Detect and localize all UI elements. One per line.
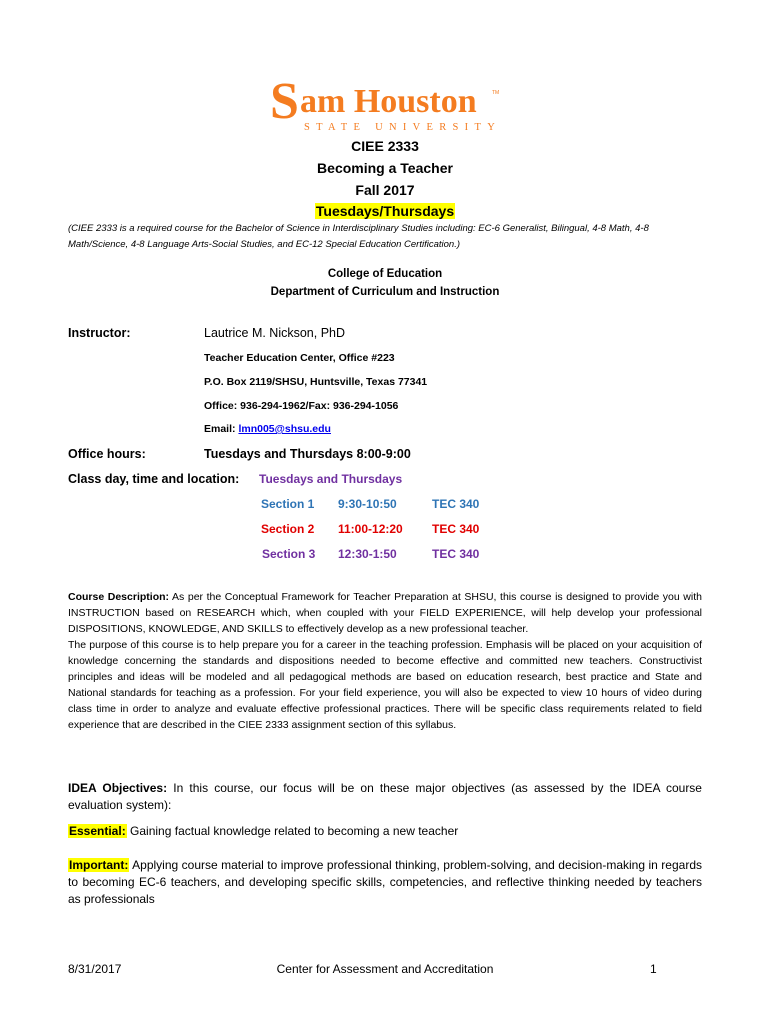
course-title: Becoming a Teacher bbox=[317, 160, 453, 176]
section-1-name: Section 1 bbox=[261, 497, 315, 511]
footer-date: 8/31/2017 bbox=[68, 962, 122, 976]
department-name: Department of Curriculum and Instruction bbox=[270, 286, 500, 298]
svg-text:S: S bbox=[270, 78, 299, 130]
instructor-name: Lautrice M. Nickson, PhD bbox=[204, 326, 346, 340]
logo-tm: TM bbox=[492, 90, 500, 96]
course-description-text-2: The purpose of this course is to help prepare you for a career in the teaching profession. Emphasis will be placed on your acquisition of knowledge concerning the standards and dispositions needed to become effective and committed new teachers. Constructivist principles and ideas will be modeled and all pedagogical methods are based on education research, best practice and State and National standards for teaching as a profession. For your field experience, you will also be expected to view 10 hours of video during class time in order to analyze and evaluate effective professional practices. There will be specific class requirements related to field experience that are described in the CIEE 2333 assignment section of this syllabus. bbox=[68, 639, 702, 731]
essential-text: Gaining factual knowledge related to becoming a new teacher bbox=[126, 824, 459, 838]
important-label: Important: bbox=[69, 858, 129, 872]
section-2-name: Section 2 bbox=[261, 522, 315, 536]
course-term: Fall 2017 bbox=[355, 182, 415, 198]
course-description-text-1: As per the Conceptual Framework for Teacher Preparation at SHSU, this course is designed to provide you with INSTRUCTION based on RESEARCH which, when coupled with your FIELD EXPERIENCE, will help develop your professional DISPOSITIONS, KNOWLEDGE, AND SKILLS to effectively develop as a new professional teacher. bbox=[68, 591, 702, 635]
class-day-value: Tuesdays and Thursdays bbox=[259, 472, 403, 486]
section-2-room: TEC 340 bbox=[432, 522, 480, 536]
logo-sub-text: STATE UNIVERSITY bbox=[304, 122, 502, 133]
course-description-heading: Course Description: bbox=[68, 591, 170, 603]
idea-objectives bbox=[68, 780, 702, 814]
university-logo bbox=[270, 78, 510, 136]
instructor-address: P.O. Box 2119/SHSU, Huntsville, Texas 77341 bbox=[204, 376, 428, 388]
section-2-time: 11:00-12:20 bbox=[338, 522, 403, 536]
important-objective bbox=[68, 857, 702, 908]
footer-center: Center for Assessment and Accreditation bbox=[276, 962, 494, 976]
important-text: Applying course material to improve professional thinking, problem-solving, and decision-making in regards to becoming EC-6 teachers, and developing specific skills, competencies, and reflective thinking needed by teachers as professionals bbox=[68, 858, 702, 906]
essential-objective bbox=[68, 823, 702, 840]
idea-objectives-heading: IDEA Objectives: bbox=[68, 781, 168, 795]
instructor-phone: Office: 936-294-1962/Fax: 936-294-1056 bbox=[204, 400, 399, 412]
section-1-time: 9:30-10:50 bbox=[338, 497, 397, 511]
logo-graphic bbox=[270, 78, 510, 136]
course-days: Tuesdays/Thursdays bbox=[315, 203, 455, 219]
instructor-office: Teacher Education Center, Office #223 bbox=[204, 352, 395, 364]
section-1-room: TEC 340 bbox=[432, 497, 480, 511]
section-3-room: TEC 340 bbox=[432, 547, 480, 561]
email-label: Email: bbox=[204, 423, 239, 435]
email-link[interactable]: lmn005@shsu.edu bbox=[238, 423, 331, 435]
course-code: CIEE 2333 bbox=[351, 138, 419, 154]
office-hours-value: Tuesdays and Thursdays 8:00-9:00 bbox=[204, 447, 411, 461]
idea-objectives-text: In this course, our focus will be on these major objectives (as assessed by the IDEA course evaluation system): bbox=[68, 781, 702, 812]
office-hours-label: Office hours: bbox=[68, 447, 146, 461]
instructor-label: Instructor: bbox=[68, 326, 131, 340]
footer-page-number: 1 bbox=[650, 962, 657, 976]
course-note: (CIEE 2333 is a required course for the Bachelor of Science in Interdisciplinary Studies including: EC-6 Generalist, Bilingual, 4-8 Math, 4-8 Math/Science, 4-8 Language Arts-Social Studies, and EC-12 Special Education Certification.) bbox=[68, 223, 649, 250]
instructor-email-row bbox=[204, 423, 331, 435]
college-name: College of Education bbox=[327, 268, 443, 280]
course-description bbox=[68, 589, 702, 733]
logo-main-text: am Houston bbox=[300, 83, 477, 120]
essential-label: Essential: bbox=[69, 824, 126, 838]
course-days-wrap bbox=[0, 203, 770, 219]
class-day-label: Class day, time and location: bbox=[68, 472, 240, 486]
section-3-time: 12:30-1:50 bbox=[338, 547, 397, 561]
section-3-name: Section 3 bbox=[262, 547, 316, 561]
